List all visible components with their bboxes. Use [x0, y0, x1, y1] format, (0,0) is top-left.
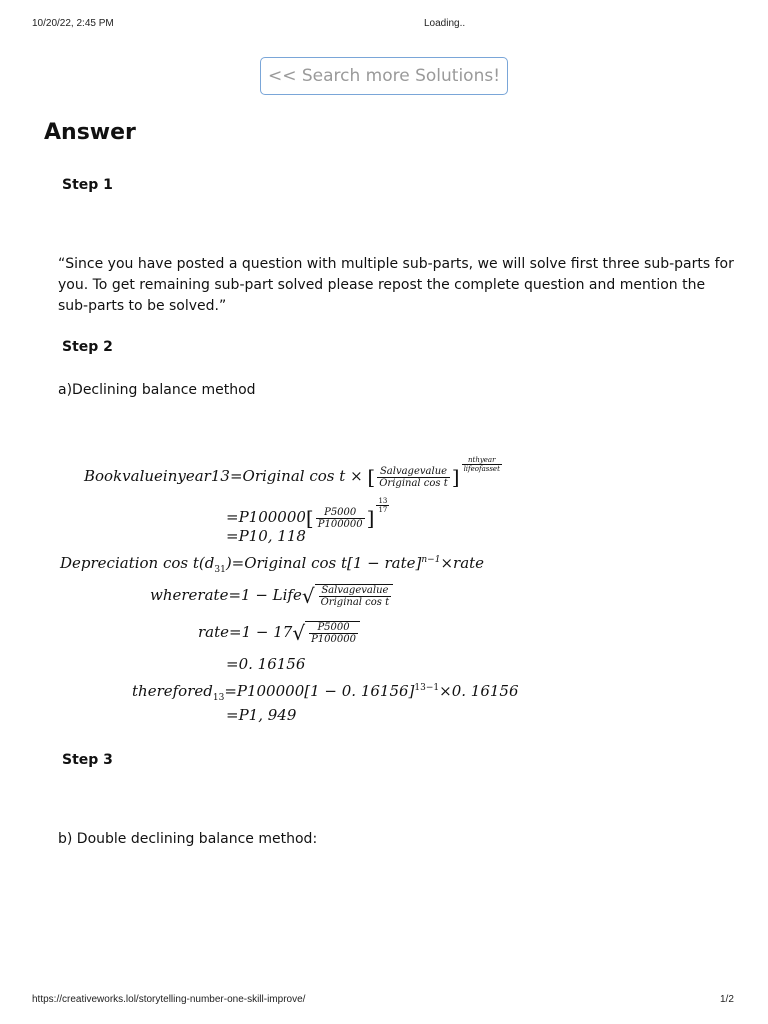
formula-rate-definition: whererate=1 − Life√ $\frac{\text{Salvagevalue}}{\text{Original cos t}}$: [150, 584, 393, 608]
formula-depreciation-result: =P1, 949: [226, 706, 297, 724]
page-status: Loading..: [424, 18, 466, 29]
answer-title: Answer: [44, 120, 136, 145]
formula-rate-substituted: rate=1 − 17√ $\frac{P5000}{P100000}$: [198, 621, 360, 645]
formula-depreciation: Depreciation $\cos t(d_{31})=Original$ cos t[1 − rate]$^{n-1}$×rate: [60, 554, 485, 575]
step-2-label: Step 2: [62, 339, 113, 355]
step-3-heading: b) Double declining balance method:: [58, 831, 318, 847]
step-1-label: Step 1: [62, 177, 113, 193]
search-more-solutions-button[interactable]: << Search more Solutions!: [260, 57, 508, 95]
formula-rate-result: =0. 16156: [226, 655, 306, 673]
formula-book-value-substituted: =P100000[ $\frac{P5000}{P100000}$ ] $^{\frac{13}{17}}$: [226, 497, 388, 530]
step-2-heading: a)Declining balance method: [58, 382, 256, 398]
footer-page-number: 1/2: [720, 994, 734, 1005]
step-1-text: “Since you have posted a question with multiple sub-parts, we will solve first three sub-parts for you. To get remaining sub-part solved please repost the complete question and mention the sub-parts to be solved.”: [58, 256, 734, 314]
formula-book-value-result: =P10, 118: [226, 527, 306, 545]
formula-book-value: Bookvalueinyear13=Original cos t × [ $\frac{\text{Salvagevalue}}{\text{Original cos t}}$ ] $^{\frac{\text{nthyear}}{\text{lifeofasset}}}$: [84, 456, 500, 489]
print-datetime: 10/20/22, 2:45 PM: [32, 18, 114, 29]
step-3-label: Step 3: [62, 752, 113, 768]
formula-depreciation-substituted: therefored$_{13}$=P100000[1 − 0. 16156]$^{13-1}$×0. 16156: [132, 682, 519, 703]
footer-url: https://creativeworks.lol/storytelling-number-one-skill-improve/: [32, 994, 306, 1005]
